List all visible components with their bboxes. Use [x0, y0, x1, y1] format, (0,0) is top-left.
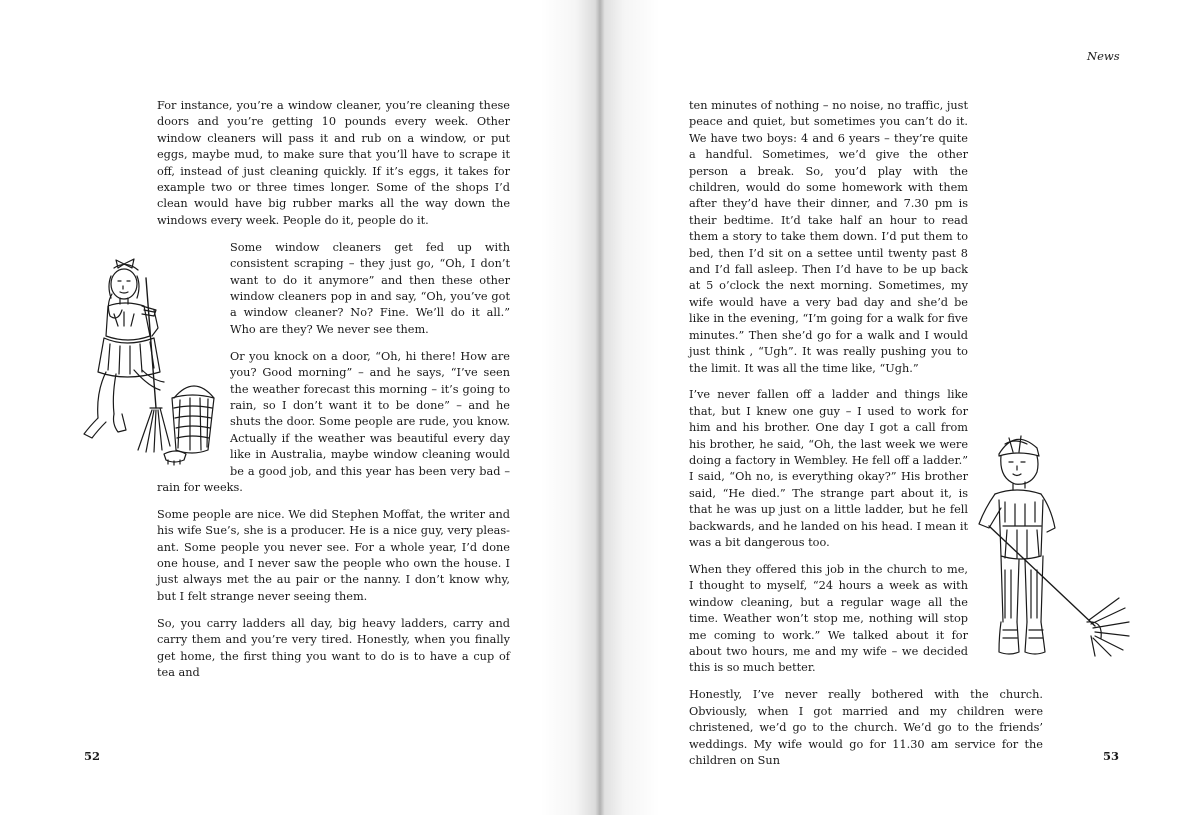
- man-sweeper-illustration: [975, 430, 1145, 662]
- page-number: 52: [84, 749, 101, 763]
- paragraph: When they offered this job in the church to me, I thought to myself, “24 hours a week as with window cleaning, but a regular wage all the time. Weather won’t stop me, nothing will stop me coming to work.” We talked about it for about two hours, me and my wife – we decided this is so much better.: [689, 562, 968, 675]
- page-number: 53: [1103, 749, 1120, 763]
- right-page: [610, 0, 1200, 815]
- paragraph: So, you carry ladders all day, big heavy ladders, carry and carry them and you’re very tired. Honestly, when you finally get home, the first thing you want to do is to have a cup of tea and: [157, 616, 510, 679]
- woman-cleaner-sketch-icon: [80, 258, 220, 470]
- woman-cleaner-illustration: [80, 258, 220, 470]
- paragraph: Honestly, I’ve never really bothered with the church. Obviously, when I got married and my children were christened, we’d go to the church. We’d go to the friends’ weddings. My wife would go for 11.30 am service for the children on Sun: [689, 688, 1043, 767]
- paragraph: I’ve never fallen off a ladder and things like that, but I knew one guy – I used to work for him and his brother. One day I got a call from his brother, he said, “Oh, the last week we were doing a factory in Wembley. He fell off a ladder.” I said, “Oh no, is everything okay?” His brother said, “He died.” The strange part about it, is that he was up just on a little ladder, but he fell backwards, and he landed on his head. I mean it was a bit dangerous too.: [689, 388, 968, 550]
- paragraph: Some people are nice. We did Stephen Moffat, the writer and his wife Sue’s, she is a producer. He is a nice guy, very pleasant. Some people you never see. For a whole year, I’d done one house, and I never saw the people who own the house. I just always met the au pair or the nanny. I don’t know why, but I felt strange never seeing them.: [157, 507, 510, 603]
- paragraph: For instance, you’re a window cleaner, you’re cleaning these doors and you’re getting 10 pounds every week. Other window cleaners will pass it and rub on a window, or put eggs, maybe mud, to make sure that you’ll have to scrape it off, instead of just cleaning quickly. If it’s eggs, it takes for example two or three times longer. Some of the shops I’d clean would have big rubber marks all the way down the windows every week. People do it, people do it.: [157, 99, 510, 227]
- paragraph: Some window cleaners get fed up with consistent scraping – they just go, “Oh, I don’t want to do it anymore” and then these other window cleaners pop in and say, “Oh, you’ve got a window cleaner? No? Fine. We’ll do it all.” Who are they? We never see them.: [230, 240, 510, 336]
- paragraph: Or you knock on a door, “Oh, hi there! How are you? Good morning” – and he says, “I’ve seen the weather forecast this morning – it’s going to rain, so I don’t want it to be done” – and he shuts the door. Some people are rude, you know. Actually if the weather was beautiful every day like in Australia, maybe window cleaning would be a good job, and this year has been very bad – rain for weeks.: [157, 349, 510, 494]
- man-sweeper-sketch-icon: [975, 430, 1145, 662]
- paragraph: ten minutes of nothing – no noise, no traffic, just peace and quiet, but sometimes you can’t do it. We have two boys: 4 and 6 years – they’re quite a handful. Sometimes, we’d give the other person a break. So, you’d play with the children, would do some homework with them after they’d have their dinner, and 7.30 pm is their bedtime. It’d take half an hour to read them a story to take them down. I’d put them to bed, then I’d sit on a settee until twenty past 8 and I’d fall asleep. Then I’d have to be up back at 5 o’clock the next morning. Sometimes, my wife would have a very bad day and she’d be like in the evening, “I’m going for a walk for five minutes.” Then she’d go for a walk and I would just think , “Ugh”. It was really pushing you to the limit. It was all the time like, “Ugh.”: [689, 99, 968, 375]
- running-head: News: [1087, 49, 1120, 63]
